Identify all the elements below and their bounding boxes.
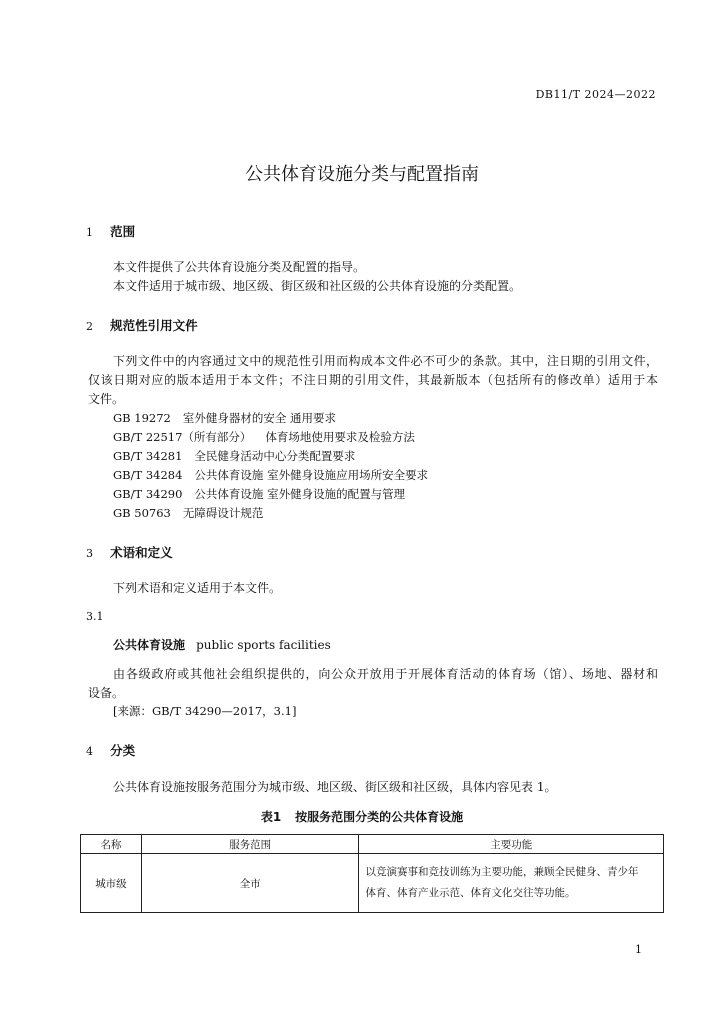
table-row	[81, 854, 664, 913]
reference-item	[113, 448, 355, 464]
reference-item	[113, 429, 415, 445]
section-1-heading	[86, 221, 135, 240]
table-caption	[0, 808, 724, 825]
paragraph: 本文件适用于城市级、地区级、街区级和社区级的公共体育设施的分类配置。	[113, 279, 522, 293]
reference-title: 公共体育设施 室外健身设施的配置与管理	[194, 487, 406, 501]
definition-line: 设备。	[88, 686, 125, 700]
table-caption-number: 表1	[260, 810, 282, 824]
reference-item	[113, 486, 405, 502]
section-number: 2	[86, 320, 93, 333]
paragraph-line: 仅该日期对应的版本适用于本文件；不注日期的引用文件，其最新版本（包括所有的修改单）适用于本	[88, 373, 658, 387]
table-header-row	[81, 835, 664, 854]
term-number: 3.1	[86, 610, 104, 623]
section-title: 术语和定义	[110, 545, 173, 560]
document-title: 公共体育设施分类与配置指南	[245, 164, 479, 185]
reference-code: GB/T 34281	[113, 449, 183, 463]
reference-code: GB 19272	[113, 411, 171, 425]
section-title: 分类	[110, 743, 136, 758]
reference-title: 室外健身器材的安全 通用要求	[182, 411, 337, 425]
term-source: [来源：GB/T 34290—2017，3.1]	[113, 704, 297, 718]
reference-code: GB/T 34284	[113, 468, 183, 482]
table-caption-text: 按服务范围分类的公共体育设施	[295, 810, 464, 824]
column-header: 主要功能	[359, 835, 664, 854]
section-3-heading	[86, 542, 173, 561]
reference-code: GB/T 22517（所有部分）	[113, 430, 252, 444]
reference-code: GB/T 34290	[113, 487, 183, 501]
reference-item	[113, 505, 263, 521]
section-title: 规范性引用文件	[110, 318, 198, 333]
reference-item	[113, 467, 428, 483]
column-header: 服务范围	[141, 835, 359, 854]
cell-scope: 全市	[141, 854, 359, 913]
page-number: 1	[635, 943, 642, 956]
paragraph-line: 文件。	[88, 392, 125, 406]
cell-function-line: 以竞演赛事和竞技训练为主要功能，兼顾全民健身、青少年	[365, 866, 639, 878]
reference-title: 无障碍设计规范	[182, 506, 264, 520]
cell-function-line: 体育、体育产业示范、体育文化交往等功能。	[365, 887, 576, 899]
cell-name: 城市级	[81, 854, 142, 913]
column-header: 名称	[81, 835, 142, 854]
section-number: 1	[86, 226, 93, 239]
reference-code: GB 50763	[113, 506, 171, 520]
term-en: public sports facilities	[196, 638, 331, 652]
term-zh: 公共体育设施	[113, 638, 186, 652]
reference-title: 公共体育设施 室外健身设施应用场所安全要求	[194, 468, 429, 482]
section-2-heading	[86, 315, 198, 334]
paragraph: 下列术语和定义适用于本文件。	[113, 581, 282, 595]
paragraph: 公共体育设施按服务范围分为城市级、地区级、街区级和社区级，具体内容见表 1。	[113, 780, 557, 794]
reference-item	[113, 410, 336, 426]
section-title: 范围	[110, 224, 136, 239]
definition-line: 由各级政府或其他社会组织提供的，向公众开放用于开展体育活动的体育场（馆）、场地、器材和	[113, 667, 658, 681]
paragraph: 本文件提供了公共体育设施分类及配置的指导。	[113, 260, 366, 274]
cell-function	[359, 854, 664, 913]
reference-title: 全民健身活动中心分类配置要求	[194, 449, 356, 463]
standard-code: DB11/T 2024—2022	[535, 88, 656, 101]
classification-table	[80, 834, 664, 913]
term-heading	[113, 634, 331, 653]
section-number: 4	[86, 745, 93, 758]
paragraph-line: 下列文件中的内容通过文中的规范性引用而构成本文件必不可少的条款。其中，注日期的引用文件，	[113, 354, 658, 368]
section-number: 3	[86, 547, 93, 560]
reference-title: 体育场地使用要求及检验方法	[265, 430, 415, 444]
section-4-heading	[86, 740, 135, 759]
